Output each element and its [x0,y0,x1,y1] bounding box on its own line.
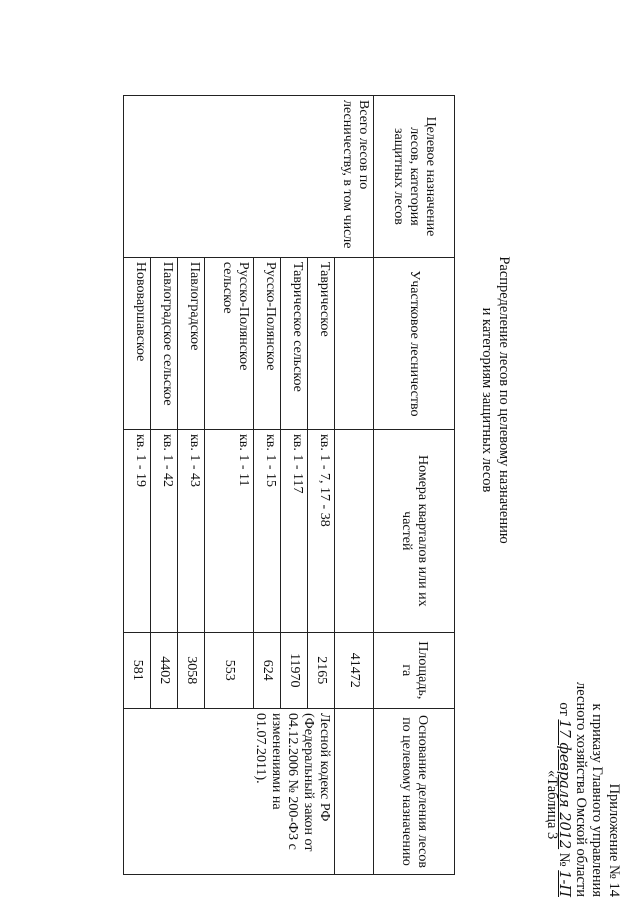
total-area: 41472 [335,632,374,708]
district-name: Павлоградское сельское [151,257,178,429]
table-label: «Таблица 3 [544,770,560,840]
district-name: Павлоградское [178,257,205,429]
quarter-numbers: кв. 1 - 19 [124,429,151,632]
quarter-numbers: кв. 1 - 117 [281,429,308,632]
document-title [479,200,512,600]
table-header-row [374,96,455,875]
district-name: Таврическое [308,257,335,429]
authority-name: лесного хозяйства Омской области [573,682,589,898]
district-name: Русско-Полянское сельское [205,257,254,429]
quarter-numbers: кв. 1 - 15 [254,429,281,632]
forest-distribution-table [123,95,455,875]
handwritten-date: 17 февраля 2012 [556,719,573,850]
title-line-2: и категориям защитных лесов [479,307,496,493]
area-value: 11970 [281,632,308,708]
area-value: 2165 [308,632,335,708]
handwritten-number: 1-П [556,870,573,897]
title-line-1: Распределение лесов по целевому назначению [496,256,512,544]
district-name: Нововаршавское [124,257,151,429]
col-purpose: Целевое назначение лесов, категория защитных лесов [374,96,455,258]
order-reference: к приказу Главного управления [589,703,606,897]
area-value: 624 [254,632,281,708]
cell-empty [335,708,374,874]
col-basis: Основание деления лесов по целевому назначению [374,708,455,874]
quarter-numbers: кв. 1 - 11 [205,429,254,632]
area-value: 3058 [178,632,205,708]
col-district: Участковое лесничество [374,257,455,429]
appendix-header [556,682,622,897]
quarter-numbers: кв. 1 - 42 [151,429,178,632]
col-area: Площадь, га [374,632,455,708]
quarter-numbers: кв. 1 - 43 [178,429,205,632]
area-value: 553 [205,632,254,708]
table-row-total [335,96,374,875]
total-label: Всего лесов по лесничеству, в том числе [124,96,374,258]
area-value: 581 [124,632,151,708]
area-value: 4402 [151,632,178,708]
number-sign: № [556,852,573,867]
cell-empty [335,429,374,632]
cell-empty [335,257,374,429]
col-quarters: Номера кварталов или их частей [374,429,455,632]
appendix-number: Приложение № 14 [606,783,622,897]
legal-basis: Лесной кодекс РФ (Федеральный закон от 04.12.2006 № 200-ФЗ с изменениями на 01.07.2011). [124,708,335,874]
district-name: Русско-Полянское [254,257,281,429]
quarter-numbers: кв. 1 - 7, 17 - 38 [308,429,335,632]
district-name: Таврическое сельское [281,257,308,429]
date-prefix: от [556,702,573,716]
